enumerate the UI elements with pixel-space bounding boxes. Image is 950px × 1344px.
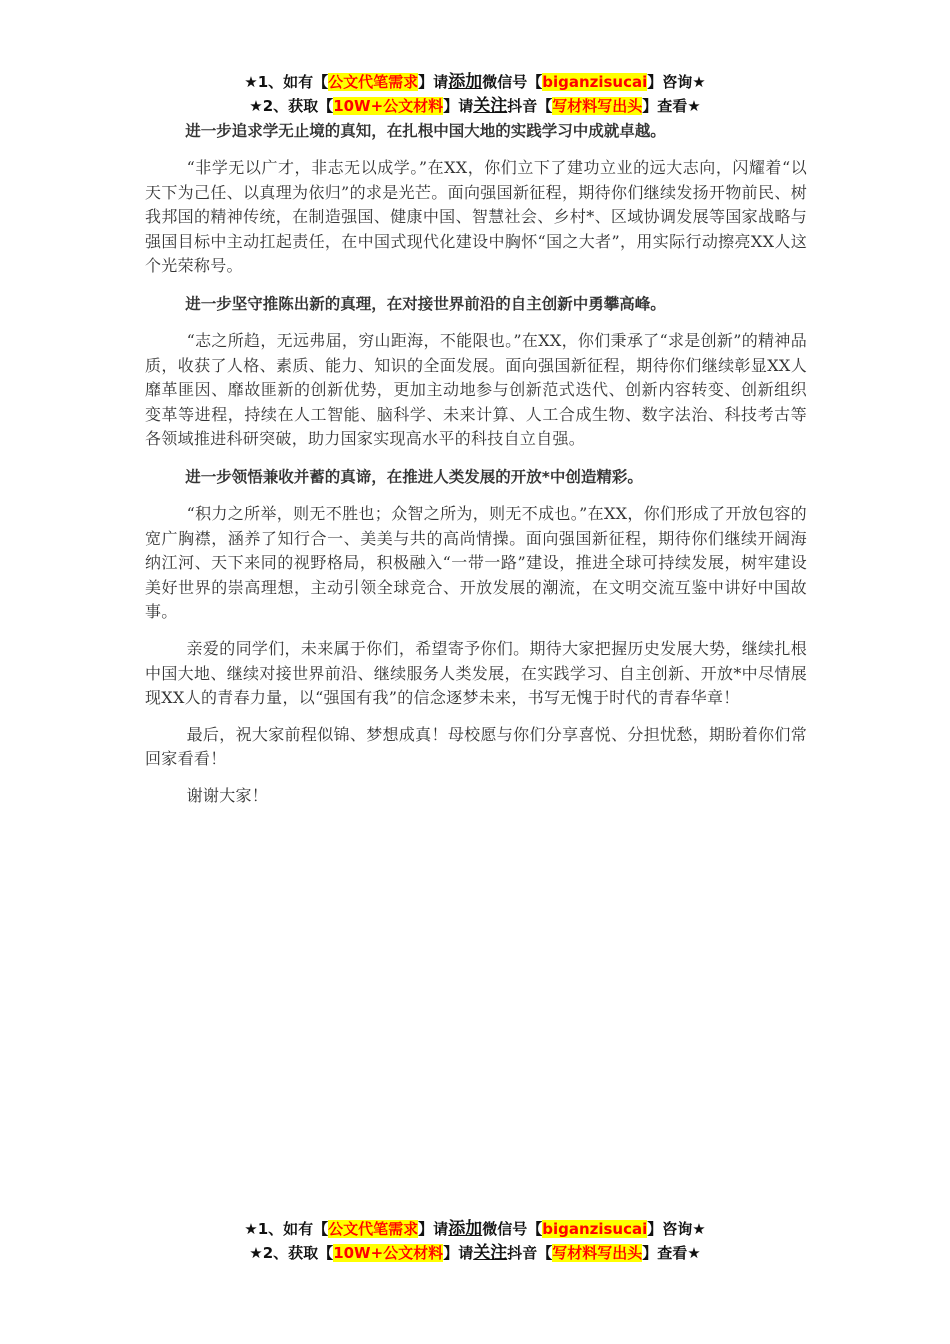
banner-text: 微信号【 <box>482 73 543 91</box>
footer-banner <box>0 1217 950 1265</box>
section-heading-2: 进一步坚守推陈出新的真理，在对接世界前沿的自主创新中勇攀高峰。 <box>185 294 666 313</box>
paragraph-4: 亲爱的同学们，未来属于你们，希望寄予你们。期待大家把握历史发展大势，继续扎根中国大地、继续对接世界前沿、继续服务人类发展，在实践学习、自主创新、开放*中尽情展现XX人的青春力量，以“强国有我”的信念逐梦未来，书写无愧于时代的青春华章！ <box>145 638 807 708</box>
emphasis-text: 关注 <box>473 1243 508 1263</box>
banner-text: 】查看★ <box>642 97 701 115</box>
highlight-text: 写材料写出头 <box>552 1244 643 1262</box>
highlight-text: biganzisucai <box>542 73 648 91</box>
section-heading-1: 进一步追求学无止境的真知，在扎根中国大地的实践学习中成就卓越。 <box>185 122 666 140</box>
emphasis-text: 添加 <box>448 72 483 92</box>
highlight-text: 公文代笔需求 <box>328 73 419 91</box>
banner-text: ★1、如有【 <box>244 73 329 91</box>
banner-text: 】请 <box>443 97 474 115</box>
paragraph-2: “志之所趋，无远弗届，穷山距海，不能限也。”在XX，你们秉承了“求是创新”的精神品质，收获了人格、素质、能力、知识的全面发展。面向强国新征程，期待你们继续彰显XX人靡革匪因、靡故匪新的创新优势，更加主动地参与创新范式迭代、创新内容转变、创新组织变革等进程，持续在人工智能、脑科学、未来计算、人工合成生物、数字法治、科技考古等各领域推进科研突破，助力国家实现高水平的科技自立自强。 <box>145 330 807 449</box>
banner-text: ★2、获取【 <box>249 97 334 115</box>
paragraph-3: “积力之所举，则无不胜也；众智之所为，则无不成也。”在XX，你们形成了开放包容的宽广胸襟，涵养了知行合一、美美与共的高尚情操。面向强国新征程，期待你们继续开阔海纳江河、天下来同的视野格局，积极融入“一带一路”建设，推进全球可持续发展，树牢建设美好世界的崇高理想，主动引领全球竞合、开放发展的潮流，在文明交流互鉴中讲好中国故事。 <box>145 503 807 622</box>
document-body <box>145 118 807 820</box>
highlight-text: 10W+公文材料 <box>333 1244 444 1262</box>
banner-line-2 <box>0 1241 950 1265</box>
banner-line-1 <box>0 1217 950 1241</box>
banner-text: ★1、如有【 <box>244 1220 329 1238</box>
highlight-text: 写材料写出头 <box>552 97 643 115</box>
banner-text: 微信号【 <box>482 1220 543 1238</box>
highlight-text: biganzisucai <box>542 1220 648 1238</box>
emphasis-text: 添加 <box>448 1219 483 1239</box>
banner-text: 】请 <box>418 1220 449 1238</box>
banner-text: 】咨询★ <box>647 73 706 91</box>
banner-text: 】查看★ <box>642 1244 701 1262</box>
banner-text: 】请 <box>418 73 449 91</box>
banner-text: ★2、获取【 <box>249 1244 334 1262</box>
banner-text: 】咨询★ <box>647 1220 706 1238</box>
banner-line-2 <box>0 94 950 118</box>
paragraph-5: 最后，祝大家前程似锦、梦想成真！母校愿与你们分享喜悦、分担忧愁，期盼着你们常回家看看！ <box>145 724 807 769</box>
paragraph-6: 谢谢大家！ <box>186 785 269 805</box>
banner-text: 】请 <box>443 1244 474 1262</box>
banner-line-1 <box>0 70 950 94</box>
section-heading-3: 进一步领悟兼收并蓄的真谛，在推进人类发展的开放*中创造精彩。 <box>185 467 643 486</box>
paragraph-1: “非学无以广才，非志无以成学。”在XX，你们立下了建功立业的远大志向，闪耀着“以天下为己任、以真理为依归”的求是光芒。面向强国新征程，期待你们继续发扬开物前民、树我邦国的精神传统，在制造强国、健康中国、智慧社会、乡村*、区域协调发展等国家战略与强国目标中主动扛起责任，在中国式现代化建设中胸怀“国之大者”，用实际行动擦亮XX人这个光荣称号。 <box>145 158 807 276</box>
banner-text: 抖音【 <box>507 97 553 115</box>
header-banner <box>0 70 950 118</box>
highlight-text: 公文代笔需求 <box>328 1220 419 1238</box>
banner-text: 抖音【 <box>507 1244 553 1262</box>
emphasis-text: 关注 <box>473 96 508 116</box>
highlight-text: 10W+公文材料 <box>333 97 444 115</box>
